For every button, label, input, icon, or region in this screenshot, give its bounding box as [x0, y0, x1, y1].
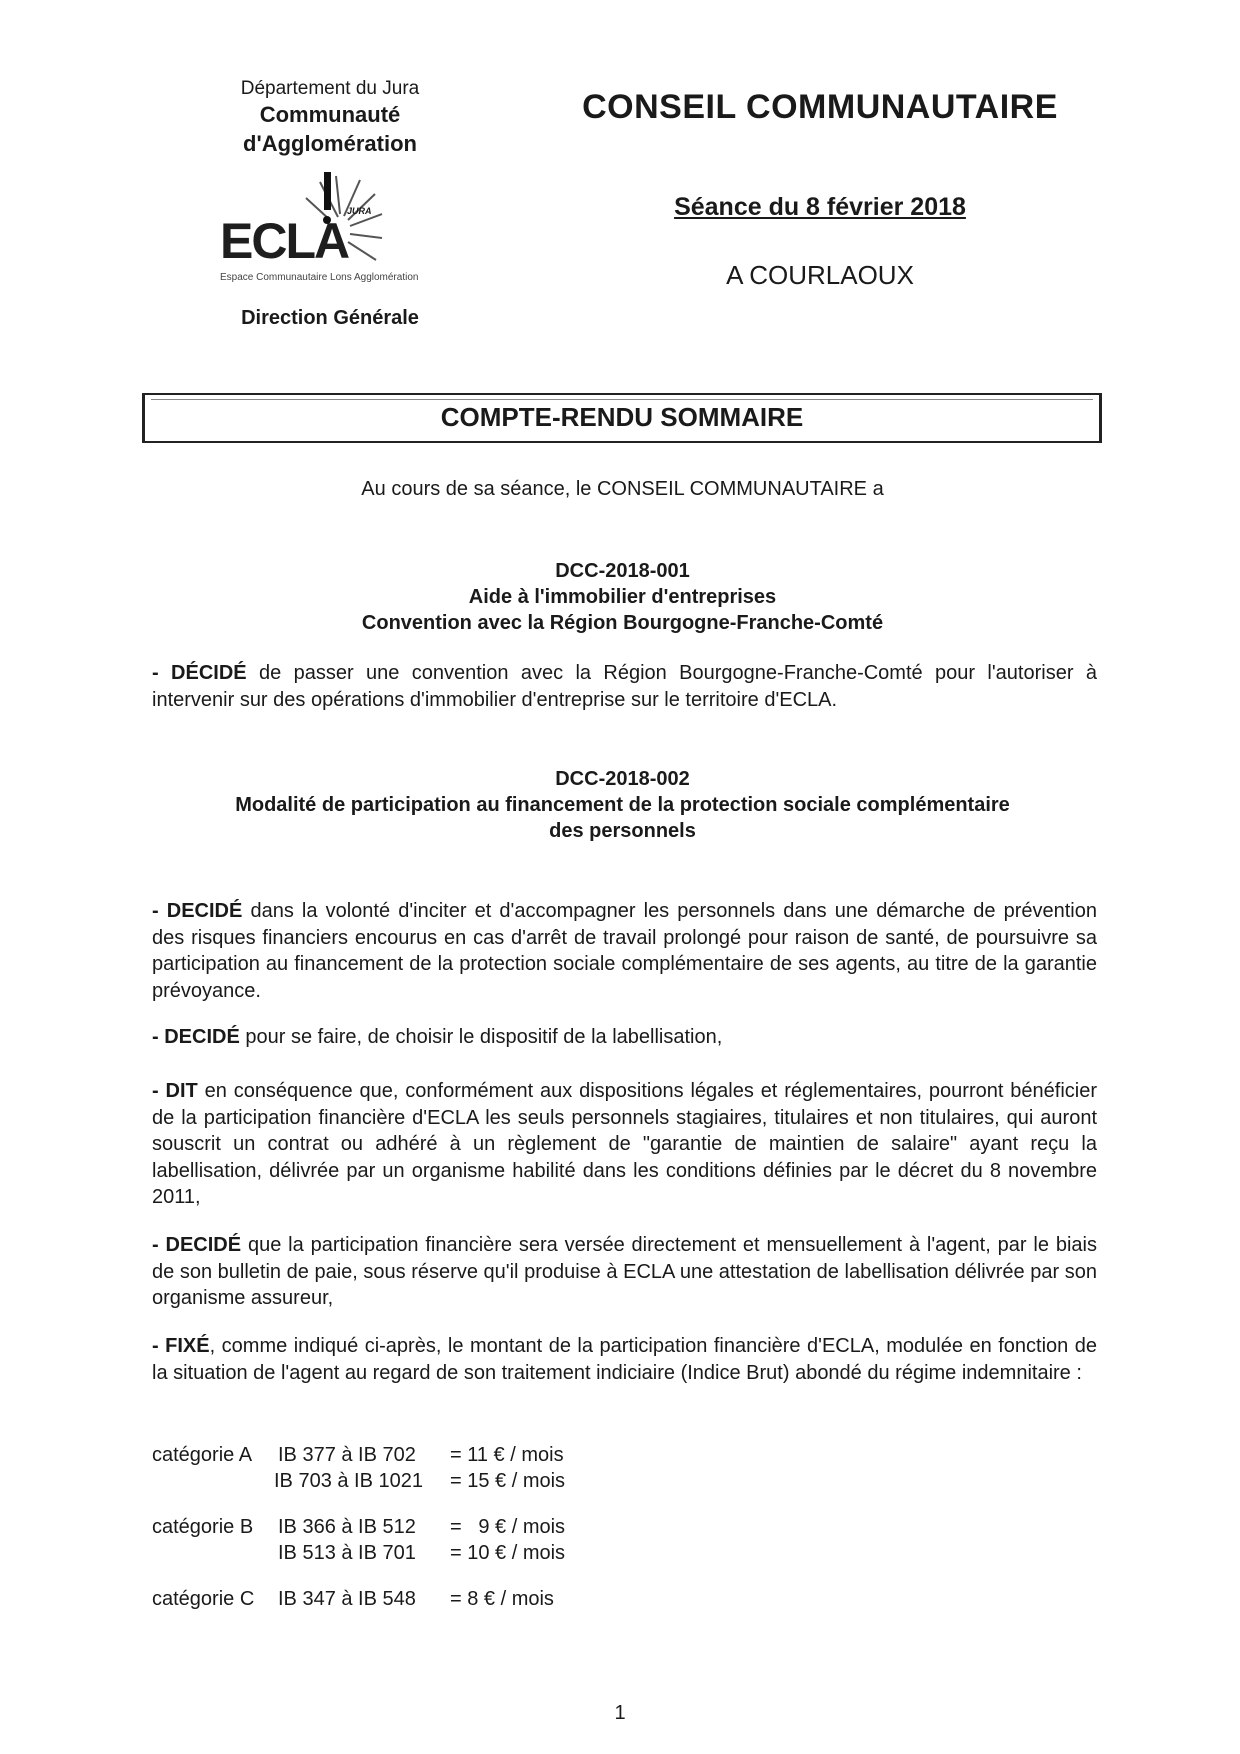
dcc2-p3-text: en conséquence que, conformément aux dispositions légales et réglementaires, pourront bénéficier de la participation financière d'ECLA les seuls personnels stagiaires, titulaires et non titulaires, qui auront souscrit un contrat ou adhéré à un règlement de "garantie de maintien de salaire" ayant reçu la labellisation, délivrée par un organisme habilité dans les conditions définies par le décret du 8 novembre 2011, [152, 1080, 1097, 1208]
dcc1-decision [152, 660, 1097, 713]
department-name: Département du Jura [240, 78, 420, 99]
dcc2-p1-text: dans la volonté d'inciter et d'accompagner les personnels dans une démarche de prévention des risques financiers encourus en cas d'arrêt de travail prolongé pour raison de santé, de poursuivre sa participation au financement de la protection sociale complémentaire de ses agents, au titre de la garantie prévoyance. [152, 900, 1097, 1002]
dcc2-paragraph-1 [152, 898, 1097, 1004]
dcc2-p2-keyword: - DECIDÉ [152, 1026, 240, 1048]
dcc2-p2-text: pour se faire, de choisir le dispositif de la labellisation, [239, 1026, 723, 1048]
rate-range: IB 347 à IB 548 [278, 1588, 416, 1610]
dcc2-code: DCC-2018-002 [555, 768, 690, 790]
direction-label: Direction Générale [241, 307, 419, 329]
intro-line: Au cours de sa séance, le CONSEIL COMMUNAUTAIRE a [361, 478, 884, 500]
dcc2-paragraph-5 [152, 1333, 1097, 1386]
dcc1-title-line2: Convention avec la Région Bourgogne-Franche-Comté [361, 612, 884, 634]
report-title-box [142, 393, 1102, 443]
dcc2-p1-keyword: - DECIDÉ [152, 900, 243, 922]
dcc2-title-line1: Modalité de participation au financement de la protection sociale complémentaire [235, 794, 1010, 816]
rate-category: catégorie A [152, 1444, 253, 1466]
report-title: COMPTE-RENDU SOMMAIRE [440, 402, 804, 432]
dcc2-p3-keyword: - DIT [152, 1080, 198, 1102]
logo-tagline: Espace Communautaire Lons Agglomération [220, 272, 419, 283]
session-date-text: Séance du 8 février 2018 [674, 193, 966, 221]
dcc2-paragraph-2 [152, 1024, 1097, 1051]
rate-amount: = 10 € / mois [450, 1542, 566, 1564]
dcc1-decision-text: de passer une convention avec la Région Bourgogne-Franche-Comté pour l'autoriser à intervenir sur des opérations d'immobilier d'entreprise sur le territoire d'ECLA. [152, 662, 1097, 711]
rate-range: IB 703 à IB 1021 [274, 1470, 424, 1492]
dcc2-p4-text: que la participation financière sera versée directement et mensuellement à l'agent, par le biais de son bulletin de paie, sous réserve qu'il produise à ECLA une attestation de labellisation délivrée par son organisme assureur, [152, 1234, 1097, 1309]
dcc1-decision-keyword: - DÉCIDÉ [152, 662, 247, 684]
dcc2-p4-keyword: - DECIDÉ [152, 1234, 242, 1256]
rate-amount: = 11 € / mois [450, 1444, 564, 1466]
community-name-line2: d'Agglomération [243, 131, 417, 156]
session-location: A COURLAOUX [726, 260, 914, 290]
rate-range: IB 366 à IB 512 [278, 1516, 416, 1538]
rate-range: IB 513 à IB 701 [278, 1542, 416, 1564]
community-name-line1: Communauté [259, 102, 401, 127]
document-title: CONSEIL COMMUNAUTAIRE [582, 88, 1058, 126]
issuer-block [190, 78, 470, 330]
logo-jura-label: JURA [347, 206, 372, 216]
rate-category: catégorie C [152, 1588, 255, 1610]
dcc2-paragraph-4 [152, 1232, 1097, 1312]
rate-amount: = 8 € / mois [450, 1588, 554, 1610]
session-date [520, 193, 1120, 222]
rate-amount: = 15 € / mois [450, 1470, 566, 1492]
rate-amount: = 9 € / mois [450, 1516, 566, 1538]
dcc1-heading [150, 558, 1095, 636]
dcc2-p5-text: , comme indiqué ci-après, le montant de la participation financière d'ECLA, modulée en fonction de la situation de l'agent au regard de son traitement indiciaire (Indice Brut) abondé du régime indemnitaire : [152, 1335, 1097, 1384]
rate-range: IB 377 à IB 702 [278, 1444, 416, 1466]
dcc2-title-line2: des personnels [549, 820, 696, 842]
page-number: 1 [614, 1702, 626, 1724]
dcc1-code: DCC-2018-001 [555, 560, 690, 582]
rate-category: catégorie B [152, 1516, 254, 1538]
logo-wordmark: ECLA [220, 213, 349, 269]
dcc2-paragraph-3 [152, 1078, 1097, 1211]
dcc2-heading [150, 766, 1095, 844]
dcc2-p5-keyword: - FIXÉ [152, 1335, 210, 1357]
dcc1-title-line1: Aide à l'immobilier d'entreprises [468, 586, 777, 608]
ecla-logo [210, 162, 450, 292]
